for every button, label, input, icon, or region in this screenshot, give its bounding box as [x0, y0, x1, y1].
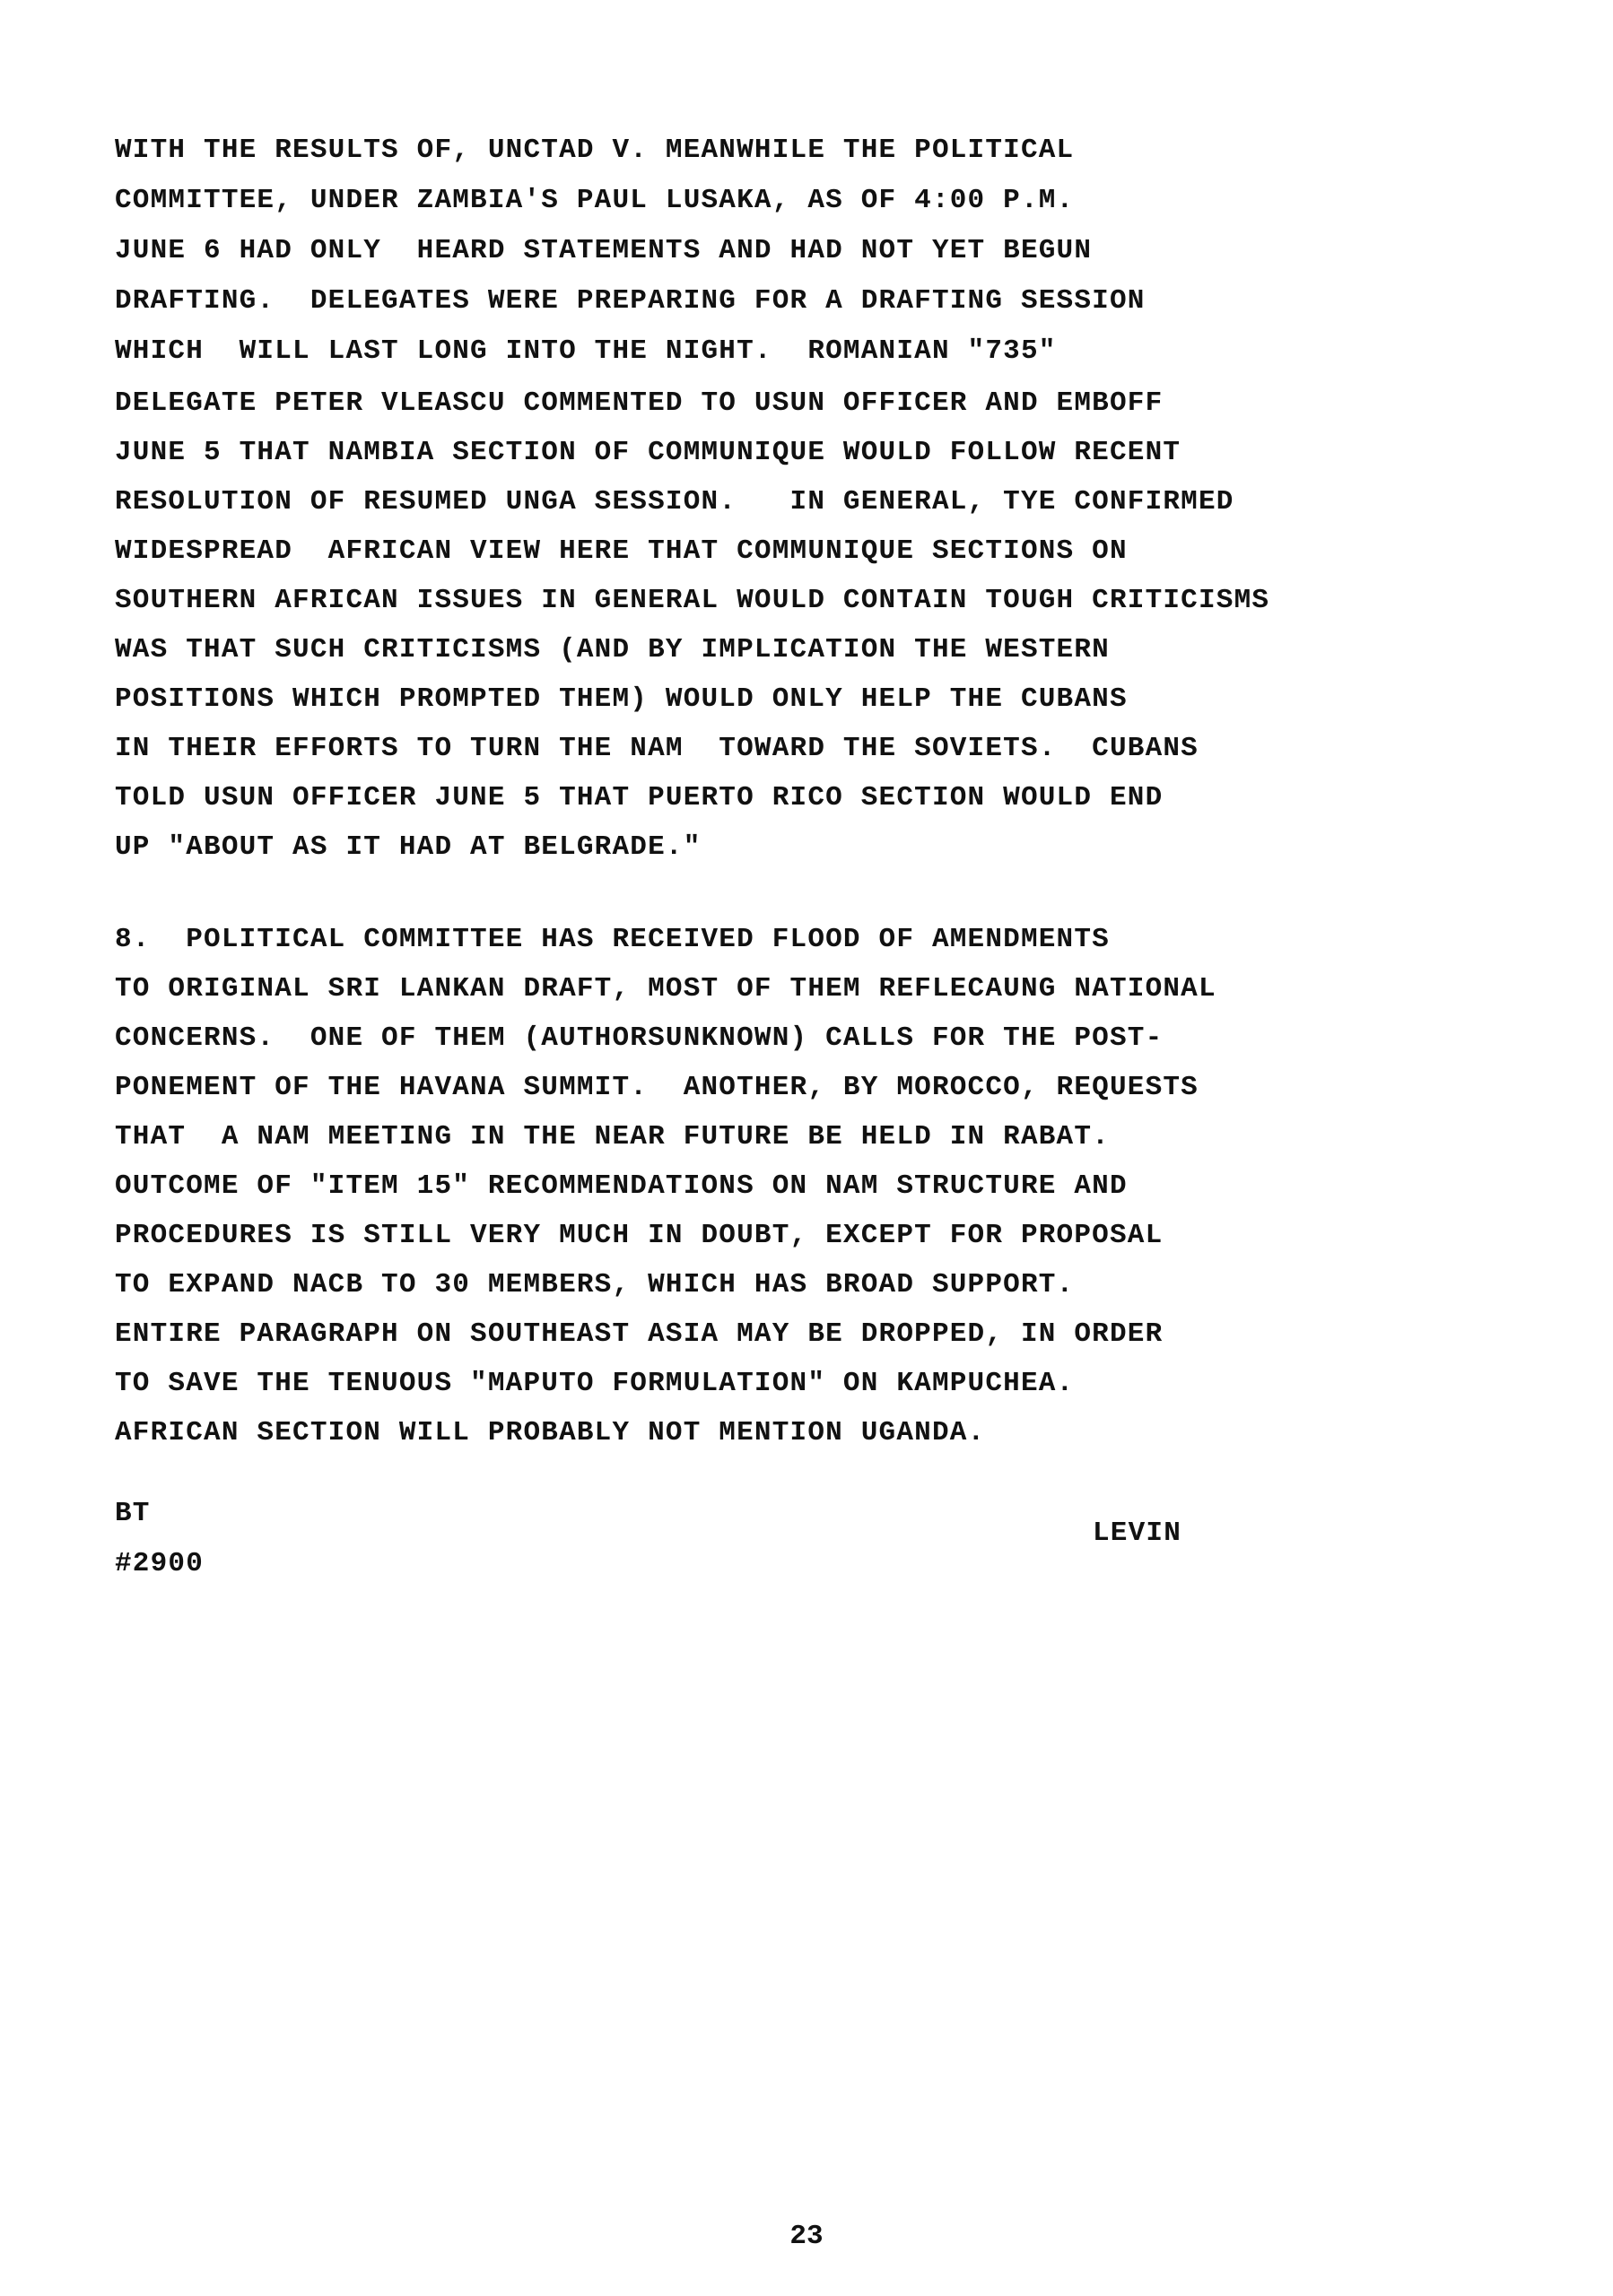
text-line: TO SAVE THE TENUOUS "MAPUTO FORMULATION" ON KAMPUCHEA.: [115, 1368, 1075, 1399]
text-line: COMMITTEE, UNDER ZAMBIA'S PAUL LUSAKA, AS OF 4:00 P.M.: [115, 185, 1075, 216]
text-line: SOUTHERN AFRICAN ISSUES IN GENERAL WOULD CONTAIN TOUGH CRITICISMS: [115, 585, 1270, 616]
text-line: CONCERNS. ONE OF THEM (AUTHORSUNKNOWN) CALLS FOR THE POST-: [115, 1022, 1164, 1054]
text-line: DRAFTING. DELEGATES WERE PREPARING FOR A DRAFTING SESSION: [115, 285, 1146, 317]
text-line: 8. POLITICAL COMMITTEE HAS RECEIVED FLOOD OF AMENDMENTS: [115, 924, 1110, 955]
text-line: WAS THAT SUCH CRITICISMS (AND BY IMPLICATION THE WESTERN: [115, 634, 1110, 665]
text-line: UP "ABOUT AS IT HAD AT BELGRADE.": [115, 831, 702, 863]
text-line: PONEMENT OF THE HAVANA SUMMIT. ANOTHER, BY MOROCCO, REQUESTS: [115, 1072, 1199, 1103]
text-line: TO ORIGINAL SRI LANKAN DRAFT, MOST OF THEM REFLECAUNG NATIONAL: [115, 973, 1216, 1004]
text-line: WITH THE RESULTS OF, UNCTAD V. MEANWHILE THE POLITICAL: [115, 135, 1075, 166]
text-line: AFRICAN SECTION WILL PROBABLY NOT MENTION UGANDA.: [115, 1417, 986, 1448]
bt-marker: BT: [115, 1498, 151, 1529]
text-line: RESOLUTION OF RESUMED UNGA SESSION. IN GENERAL, TYE CONFIRMED: [115, 486, 1234, 517]
signature: LEVIN: [1093, 1518, 1182, 1549]
cable-number: #2900: [115, 1548, 205, 1579]
text-line: JUNE 6 HAD ONLY HEARD STATEMENTS AND HAD NOT YET BEGUN: [115, 235, 1093, 266]
text-line: ENTIRE PARAGRAPH ON SOUTHEAST ASIA MAY BE DROPPED, IN ORDER: [115, 1318, 1164, 1350]
text-line: OUTCOME OF "ITEM 15" RECOMMENDATIONS ON NAM STRUCTURE AND: [115, 1170, 1128, 1202]
text-line: WIDESPREAD AFRICAN VIEW HERE THAT COMMUNIQUE SECTIONS ON: [115, 535, 1128, 567]
text-line: PROCEDURES IS STILL VERY MUCH IN DOUBT, EXCEPT FOR PROPOSAL: [115, 1220, 1164, 1251]
text-line: WHICH WILL LAST LONG INTO THE NIGHT. ROMANIAN "735": [115, 335, 1057, 367]
text-line: TO EXPAND NACB TO 30 MEMBERS, WHICH HAS BROAD SUPPORT.: [115, 1269, 1075, 1300]
page-number: 23: [789, 2221, 824, 2252]
text-line: POSITIONS WHICH PROMPTED THEM) WOULD ONLY HELP THE CUBANS: [115, 683, 1128, 715]
text-line: TOLD USUN OFFICER JUNE 5 THAT PUERTO RICO SECTION WOULD END: [115, 782, 1164, 813]
text-line: THAT A NAM MEETING IN THE NEAR FUTURE BE HELD IN RABAT.: [115, 1121, 1110, 1152]
text-line: JUNE 5 THAT NAMBIA SECTION OF COMMUNIQUE WOULD FOLLOW RECENT: [115, 437, 1181, 468]
text-line: DELEGATE PETER VLEASCU COMMENTED TO USUN OFFICER AND EMBOFF: [115, 387, 1164, 419]
text-line: IN THEIR EFFORTS TO TURN THE NAM TOWARD THE SOVIETS. CUBANS: [115, 733, 1199, 764]
